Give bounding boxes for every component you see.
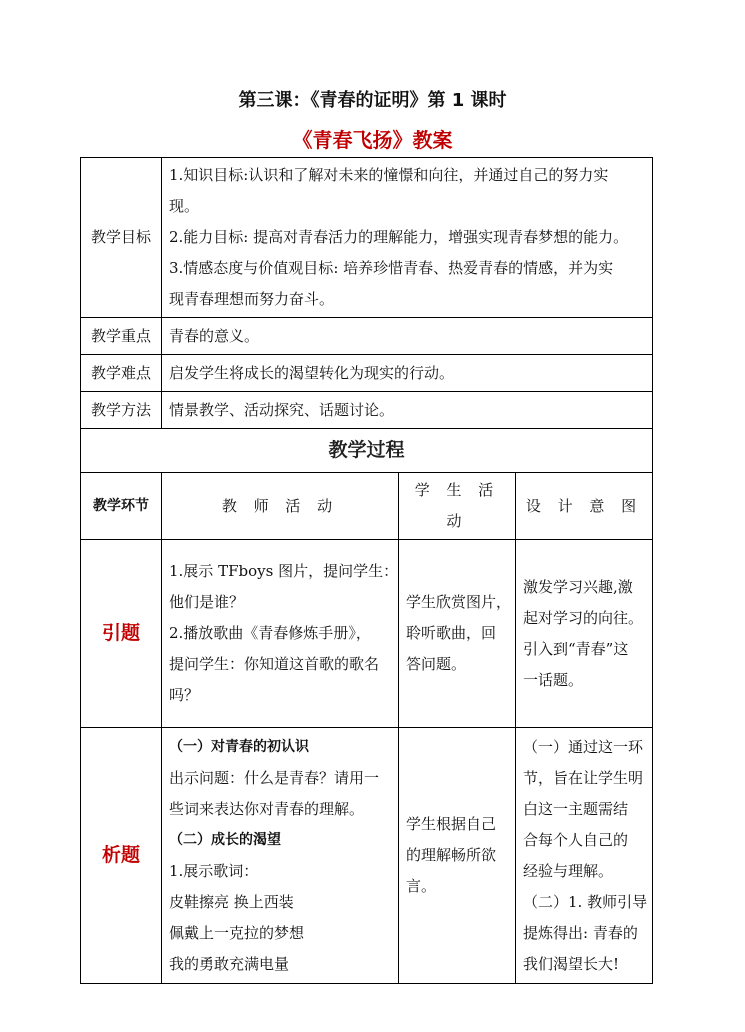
text-line: 一话题。	[523, 670, 584, 689]
text-line: 些词来表达你对青春的理解。	[169, 799, 365, 818]
text-line: 经验与理解。	[523, 861, 614, 880]
text-line: 聆听歌曲，回	[406, 624, 497, 642]
text-line: （二）1. 教师引导	[523, 892, 648, 911]
text-line: 言。	[406, 877, 437, 895]
method-content: 情景教学、活动探究、话题讨论。	[162, 392, 653, 429]
objectives-row	[81, 158, 653, 318]
text-line: 2.播放歌曲《青春修炼手册》，	[169, 624, 371, 642]
key-point-content: 青春的意义。	[162, 318, 653, 355]
header-teacher-activity: 教 师 活 动	[162, 473, 399, 540]
text-line: 节，旨在让学生明	[523, 768, 644, 787]
text-line: 提问学生：你知道这首歌的歌名	[169, 655, 380, 673]
objectives-line: 3.情感态度与价值观目标: 培养珍惜青春、热爱青春的情感，并为实	[169, 259, 614, 277]
method-row	[81, 392, 653, 429]
objectives-label: 教学目标	[81, 158, 162, 318]
text-line: 佩戴上一克拉的梦想	[169, 923, 305, 942]
teacher-activity-analysis	[162, 728, 399, 984]
text-line: 1.展示歌词：	[169, 861, 259, 880]
objectives-line: 2.能力目标: 提高对青春活力的理解能力，增强实现青春梦想的能力。	[169, 228, 629, 246]
student-activity-intro	[399, 540, 516, 728]
text-line: 出示问题：什么是青春？请用一	[169, 768, 380, 787]
text-line: （一）通过这一环	[523, 737, 644, 756]
design-intent-intro	[516, 540, 653, 728]
lesson-plan-table	[80, 157, 653, 984]
header-student-activity: 学 生 活 动	[399, 473, 516, 540]
difficulty-content: 启发学生将成长的渴望转化为现实的行动。	[162, 355, 653, 392]
design-intent-analysis	[516, 728, 653, 984]
student-activity-analysis	[399, 728, 516, 984]
header-design-intent: 设 计 意 图	[516, 473, 653, 540]
objectives-line: 现。	[169, 197, 200, 215]
header-stage: 教学环节	[81, 473, 162, 540]
text-line: 激发学习兴趣,激	[523, 577, 633, 596]
difficulty-row	[81, 355, 653, 392]
process-title-row	[81, 429, 653, 473]
stage-analysis: 析题	[81, 728, 162, 984]
process-title: 教学过程	[81, 429, 653, 473]
text-line: 学生欣赏图片，	[406, 593, 512, 611]
stage-intro: 引题	[81, 540, 162, 728]
text-line: 合每个人自己的	[523, 830, 629, 849]
key-point-label: 教学重点	[81, 318, 162, 355]
text-line: 皮鞋擦亮 换上西装	[169, 892, 294, 911]
subheading: （一）对青春的初认识	[169, 738, 309, 755]
text-line: 吗？	[169, 686, 200, 704]
text-line: 他们是谁？	[169, 593, 245, 611]
objectives-line: 现青春理想而努力奋斗。	[169, 290, 335, 308]
text-line: 我的勇敢充满电量	[169, 954, 290, 973]
objectives-line: 1.知识目标:认识和了解对未来的憧憬和向往，并通过自己的努力实	[169, 166, 609, 184]
text-line: 的理解畅所欲	[406, 846, 497, 864]
text-line: 起对学习的向往。	[523, 608, 644, 627]
text-line: 白这一主题需结	[523, 799, 629, 818]
lesson-title: 第三课：《青春的证明》第 1 课时	[238, 90, 507, 111]
process-row-intro	[81, 540, 653, 728]
key-point-row	[81, 318, 653, 355]
teacher-activity-intro	[162, 540, 399, 728]
process-header-row	[81, 473, 653, 540]
text-line: 提炼得出: 青春的	[523, 923, 638, 942]
objectives-content	[162, 158, 653, 318]
text-line: 我们渴望长大!	[523, 954, 620, 973]
text-line: 答问题。	[406, 655, 467, 673]
difficulty-label: 教学难点	[81, 355, 162, 392]
lesson-subtitle: 《青春飞扬》教案	[292, 128, 453, 152]
text-line: 引入到“青春”这	[523, 639, 629, 658]
text-line: 1.展示 TFboys 图片，提问学生：	[169, 562, 399, 580]
process-row-analysis	[81, 728, 653, 984]
method-label: 教学方法	[81, 392, 162, 429]
text-line: 学生根据自己	[406, 815, 497, 833]
subheading: （二）成长的渴望	[169, 831, 281, 848]
